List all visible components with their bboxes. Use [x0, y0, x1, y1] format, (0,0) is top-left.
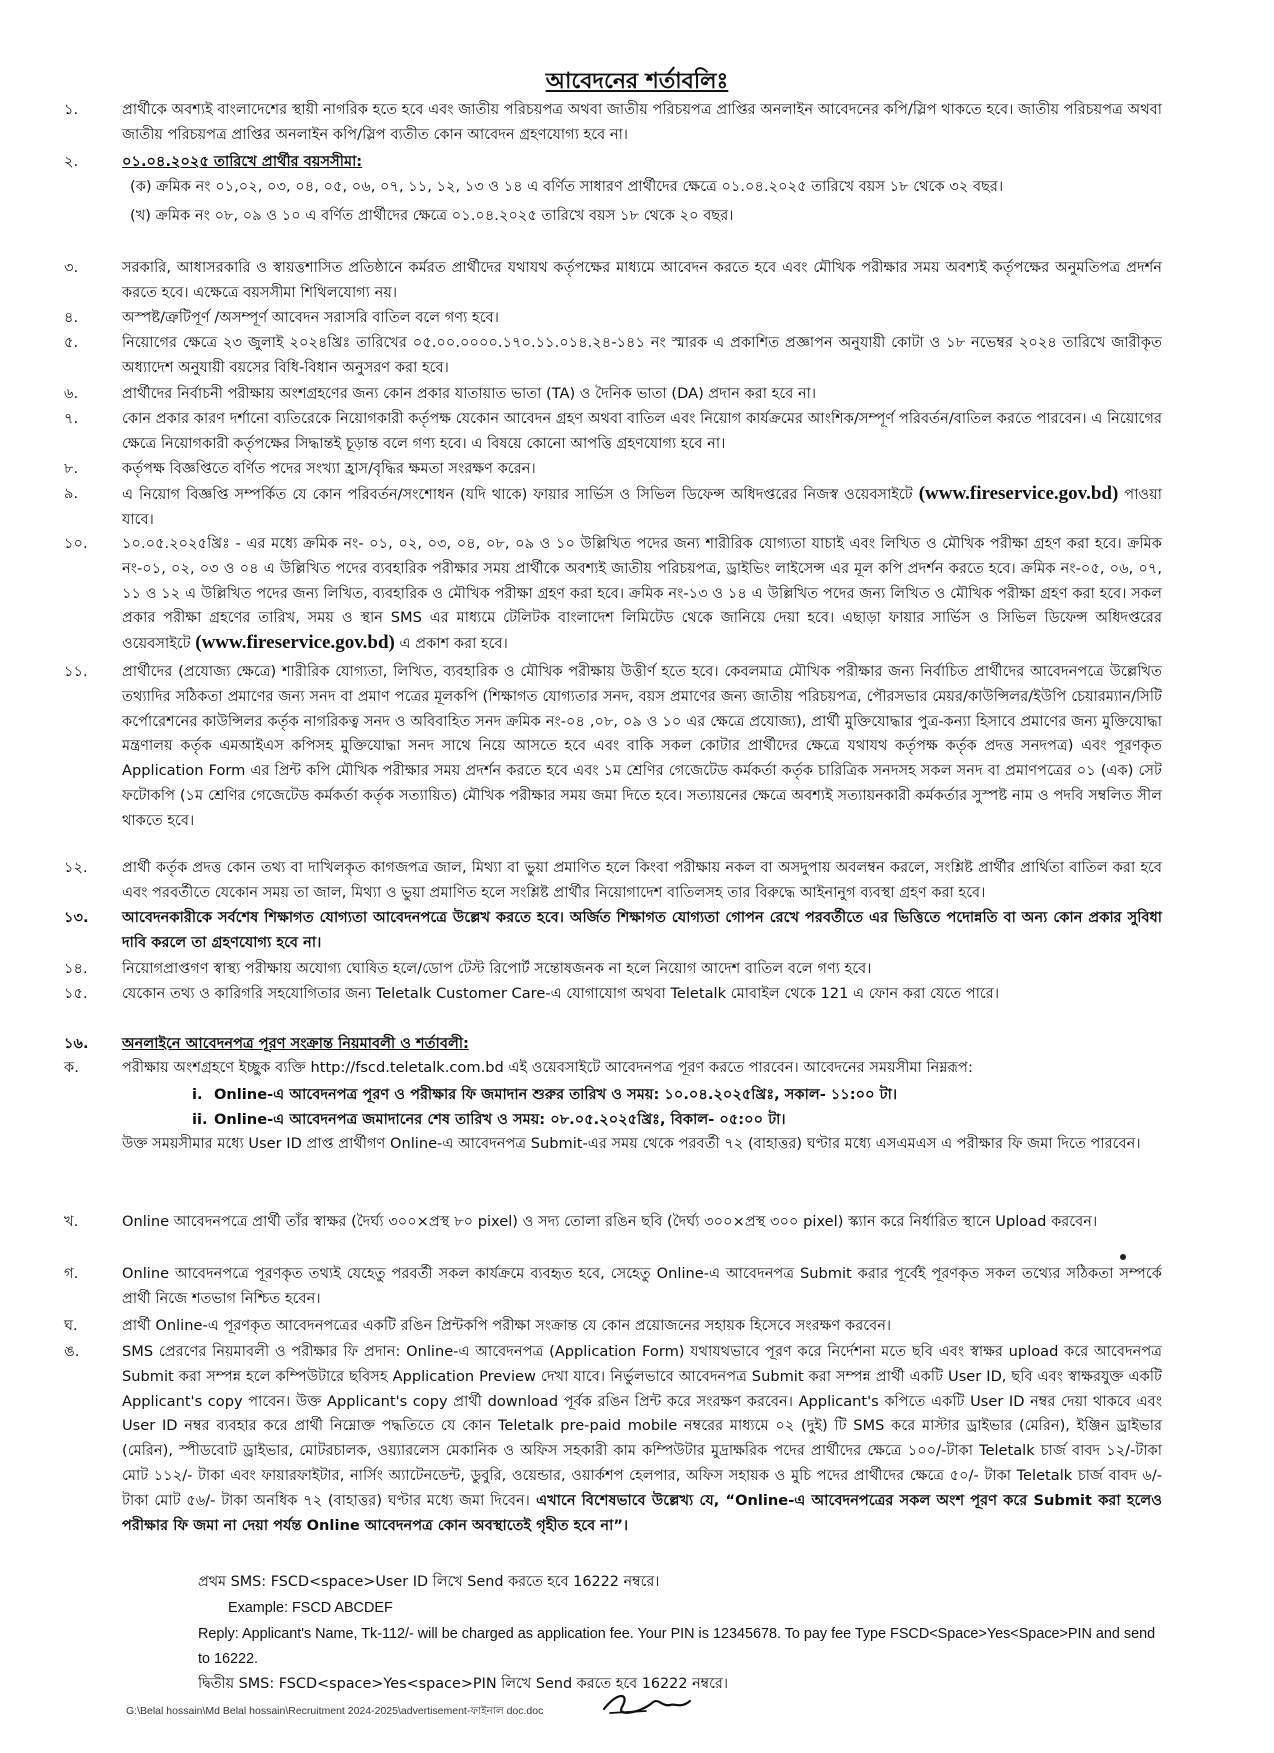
- condition-3: [64, 256, 1162, 306]
- website-link[interactable]: (www.fireservice.gov.bd): [918, 483, 1119, 504]
- condition-text: নিয়োগপ্রাপ্তগণ স্বাস্থ্য পরীক্ষায় অযোগ্য ঘোষিত হলে/ডোপ টেস্ট রিপোর্ট সন্তোষজনক না হলে নিয়োগ আদেশ বাতিল বলে গণ্য হবে।: [122, 960, 872, 977]
- condition-number: ১.: [64, 101, 79, 118]
- condition-text: সরকারি, আধাসরকারি ও স্বায়ত্তশাসিত প্রতিষ্ঠানে কর্মরত প্রার্থীদের যথাযথ কর্তৃপক্ষের মাধ্যমে আবেদন করতে হবে এবং মৌখিক পরীক্ষার সময় অবশ্যই কর্তৃপক্ষের অনুমতিপত্র প্রদর্শন করতে হবে। এক্ষেত্রে বয়সসীমা শিথিলযোগ্য নয়।: [122, 259, 1162, 301]
- rule-number: খ.: [64, 1213, 79, 1230]
- online-rule-uma: [64, 1340, 1162, 1538]
- sms-reply: Reply: Applicant's Name, Tk-112/- will be charged as application fee. Your PIN is 12345678. To pay fee Type FSCD<Space>Yes<Space>PIN and send to 16222.: [198, 1626, 1156, 1667]
- condition-text: [122, 532, 1162, 657]
- document-title: আবেদনের শর্তাবলিঃ: [545, 69, 729, 94]
- sms-first: প্রথম SMS: FSCD<space>User ID লিখে Send করতে হবে 16222 নম্বরে।: [198, 1574, 660, 1590]
- condition-number: ১৬.: [64, 1035, 89, 1052]
- age-limit-b: (খ) ক্রমিক নং ০৮, ০৯ ও ১০ এ বর্ণিত প্রার্থীদের ক্ষেত্রে ০১.০৪.২০২৫ তারিখে বয়স ১৮ থেকে ২০ বছর।: [130, 206, 734, 224]
- rule-number: গ.: [64, 1265, 79, 1282]
- schedule-number: i.: [192, 1085, 203, 1103]
- condition-number: ৬.: [64, 385, 79, 402]
- rule-number: ক.: [64, 1059, 79, 1076]
- condition-text: প্রার্থীদের (প্রযোজ্য ক্ষেত্রে) শারীরিক যোগ্যতা, লিখিত, ব্যবহারিক ও মৌখিক পরীক্ষায় উত্তীর্ণ হতে হবে। কেবলমাত্র মৌখিক পরীক্ষার জন্য নির্বাচিত প্রার্থীদের আবেদনপত্রে উল্লেখিত তথ্যাদির সঠিকতা প্রমাণের জন্য সনদ বা প্রমাণ পত্রের মূলকপি (শিক্ষাগত যোগ্যতার সনদ, বয়স প্রমাণের জন্য জাতীয় পরিচয়পত্র, পৌরসভার মেয়র/কাউন্সিলর/ইউপি চেয়ারম্যান/সিটি কর্পোরেশনের কাউন্সিলর কর্তৃক নাগরিকত্ব সনদ ও অবিবাহিত সনদ ক্রমিক নং-০৪ ,০৮, ০৯ ও ১০ এর ক্ষেত্রে প্রযোজ্য), প্রার্থী মুক্তিযোদ্ধার পুত্র-কন্যা হিসাবে প্রমাণের জন্য মুক্তিযোদ্ধা মন্ত্রণালয় কর্তৃক এমআইএস কপিসহ মুক্তিযোদ্ধা সনদ সাথে নিয়ে আসতে হবে এবং বাকি সকল কোটার প্রার্থীদের ক্ষেত্রে যথাযথ কর্তৃপক্ষ কর্তৃক প্রদত্ত সনদপত্র) এবং পূরণকৃত Application Form এর প্রিন্ট কপি মৌখিক পরীক্ষার সময় প্রদর্শন করতে হবে এবং ১ম শ্রেণির গেজেটেড কর্মকর্তা কর্তৃক চারিত্রিক সনদসহ সকল সনদ বা প্রমাণপত্রের ০১ (এক) সেট ফটোকপি (১ম শ্রেণির গেজেটেড কর্মকর্তা কর্তৃক সত্যায়িত) মৌখিক পরীক্ষার সময় জমা দিতে হবে। সত্যায়নের ক্ষেত্রে অবশ্যই সত্যায়নকারী কর্মকর্তার সুস্পষ্ট নাম ও পদবি সম্বলিত সীল থাকতে হবে।: [122, 663, 1162, 829]
- condition-text-main: ১০.০৫.২০২৫খ্রিঃ - এর মধ্যে ক্রমিক নং- ০১, ০২, ০৩, ০৪, ০৮, ০৯ ও ১০ উল্লিখিত পদের জন্য শারীরিক যোগ্যতা যাচাই এবং লিখিত ও মৌখিক পরীক্ষা গ্রহণ করা হবে। ক্রমিক নং-০১, ০২, ০৩ ও ০৪ এ উল্লিখিত পদের ব্যবহারিক পরীক্ষার সময় প্রার্থীকে অবশ্যই জাতীয় পরিচয়পত্র, ড্রাইভিং লাইসেন্স এর মূল কপি প্রদর্শন করতে হবে। ক্রমিক নং-০৫, ০৬, ০৭, ১১ ও ১২ এ উল্লিখিত পদের জন্য লিখিত, ব্যবহারিক ও মৌখিক পরীক্ষা গ্রহণ করা হবে। ক্রমিক নং-১৩ ও ১৪ এ উল্লিখিত পদের জন্য লিখিত ও মৌখিক পরীক্ষা গ্রহণ করা হবে। সকল প্রকার পরীক্ষা গ্রহণের তারিখ, সময় ও স্থান SMS এর মাধ্যমে টেলিটক বাংলাদেশ লিমিটেড থেকে জানিয়ে দেয়া হবে। এছাড়া ফায়ার সার্ভিস ও সিভিল ডিফেন্স অধিদপ্তরের ওয়েবসাইটে: [122, 535, 1162, 653]
- condition-text-main: এ নিয়োগ বিজ্ঞপ্তি সম্পর্কিত যে কোন পরিবর্তন/সংশোধন (যদি থাকে) ফায়ার সার্ভিস ও সিভিল ডিফেন্স অধিদপ্তরের নিজস্ব ওয়েবসাইটে: [122, 486, 913, 503]
- online-rule-kha: [64, 1210, 1162, 1235]
- signature-image: [600, 1685, 695, 1725]
- condition-number: ৭.: [64, 410, 79, 427]
- condition-text: প্রার্থীকে অবশ্যই বাংলাদেশের স্থায়ী নাগরিক হতে হবে এবং জাতীয় পরিচয়পত্র অথবা জাতীয় পরিচয়পত্র প্রাপ্তির অনলাইন আবেদনের কপি/স্লিপ থাকতে হবে। জাতীয় পরিচয়পত্র অথবা জাতীয় পরিচয়পত্র প্রাপ্তির অনলাইন কপি/স্লিপ ব্যতীত কোন আবেদন গ্রহণযোগ্য হবে না।: [122, 101, 1162, 143]
- schedule-start: [122, 1083, 1162, 1108]
- rule-number: ঙ.: [64, 1343, 80, 1360]
- condition-text: কোন প্রকার কারণ দর্শানো ব্যতিরেকে নিয়োগকারী কর্তৃপক্ষ যেকোন আবেদন গ্রহণ অথবা বাতিল এবং নিয়োগ কার্যক্রমের আংশিক/সম্পূর্ণ পরিবর্তন/বাতিল করতে পারবেন। এ নিয়োগের ক্ষেত্রে নিয়োগকারী কর্তৃপক্ষের সিদ্ধান্তই চূড়ান্ত বলে গণ্য হবে। এ বিষয়ে কোনো আপত্তি গ্রহণযোগ্য হবে না।: [122, 410, 1162, 452]
- condition-number: ১৩.: [64, 909, 89, 926]
- file-path-footer: G:\Belal hossain\Md Belal hossain\Recruitment 2024-2025\advertisement-ফাইনাল doc.doc: [126, 1705, 544, 1717]
- condition-1: [64, 98, 1162, 148]
- condition-16: [64, 1032, 1162, 1057]
- condition-15: [64, 982, 1162, 1007]
- condition-14: [64, 957, 1162, 982]
- condition-13: [64, 906, 1162, 956]
- condition-text: কর্তৃপক্ষ বিজ্ঞপ্তিতে বর্ণিত পদের সংখ্যা হ্রাস/বৃদ্ধির ক্ষমতা সংরক্ষণ করেন।: [122, 460, 536, 477]
- condition-heading: ০১.০৪.২০২৫ তারিখে প্রার্থীর বয়সসীমা:: [122, 153, 363, 170]
- online-rule-gha: [64, 1314, 1162, 1339]
- condition-9: [64, 482, 1162, 533]
- condition-number: ১০.: [64, 535, 88, 552]
- rule-text: Online আবেদনপত্রে প্রার্থী তাঁর স্বাক্ষর (দৈর্ঘ্য ৩০০×প্রস্থ ৮০ pixel) ও সদ্য তোলা রঙিন ছবি (দৈর্ঘ্য ৩০০×প্রস্থ ৩০০ pixel) স্ক্যান করে নির্ধারিত স্থানে Upload করবেন।: [122, 1213, 1098, 1230]
- condition-5: [64, 331, 1162, 381]
- condition-number: ৮.: [64, 460, 79, 477]
- condition-text: আবেদনকারীকে সর্বশেষ শিক্ষাগত যোগ্যতা আবেদনপত্রে উল্লেখ করতে হবে। অর্জিত শিক্ষাগত যোগ্যতা গোপন রেখে পরবর্তীতে এর ভিত্তিতে পদোন্নতি বা অন্য কোন প্রকার সুবিধা দাবি করলে তা গ্রহণযোগ্য হবে না।: [122, 909, 1162, 951]
- sms-example: Example: FSCD ABCDEF: [228, 1600, 393, 1616]
- condition-text: অস্পষ্ট/ত্রুটিপূর্ণ /অসম্পূর্ণ আবেদন সরাসরি বাতিল বলে গণ্য হবে।: [122, 309, 499, 326]
- rule-text: Online আবেদনপত্রে পূরণকৃত তথ্যই যেহেতু পরবর্তী সকল কার্যক্রমে ব্যবহৃত হবে, সেহেতু Online-এ আবেদনপত্র Submit করার পূর্বেই পূরণকৃত সকল তথ্যের সঠিকতা সম্পর্কে প্রার্থী নিজে শতভাগ নিশ্চিত হবেন।: [122, 1265, 1162, 1307]
- rule-number: ঘ.: [64, 1317, 78, 1334]
- condition-text-tail: পাওয়া যাবে।: [122, 486, 1162, 528]
- schedule-text: Online-এ আবেদনপত্র পূরণ ও পরীক্ষার ফি জমাদান শুরুর তারিখ ও সময়: ১০.০৪.২০২৫খ্রিঃ, সকাল- ১১:০০ টা।: [214, 1085, 898, 1103]
- condition-number: ৪.: [64, 309, 79, 326]
- condition-number: ১২.: [64, 859, 88, 876]
- condition-12: [64, 856, 1162, 906]
- rule-text: পরীক্ষায় অংশগ্রহণে ইচ্ছুক ব্যক্তি http://fscd.teletalk.com.bd এই ওয়েবসাইটে আবেদনপত্র পূরণ করতে পারবেন। আবেদনের সময়সীমা নিম্নরূপ:: [122, 1059, 973, 1076]
- condition-text: প্রার্থীদের নির্বাচনী পরীক্ষায় অংশগ্রহণের জন্য কোন প্রকার যাতায়াত ভাতা (TA) ও দৈনিক ভাতা (DA) প্রদান করা হবে না।: [122, 385, 817, 402]
- rule-text: প্রার্থী Online-এ পূরণকৃত আবেদনপত্রের একটি রঙিন প্রিন্টকপি পরীক্ষা সংক্রান্ত যে কোন প্রয়োজনের সহায়ক হিসেবে সংরক্ষণ করবেন।: [122, 1317, 892, 1334]
- condition-4: [64, 306, 1162, 331]
- sms-second: দ্বিতীয় SMS: FSCD<space>Yes<space>PIN লিখে Send করতে হবে 16222 নম্বরে।: [198, 1676, 728, 1692]
- schedule-end: [122, 1108, 1162, 1133]
- condition-number: ৩.: [64, 259, 79, 276]
- online-rule-ka: [64, 1056, 1162, 1157]
- condition-8: [64, 457, 1162, 482]
- age-limit-a: (ক) ক্রমিক নং ০১,০২, ০৩, ০৪, ০৫, ০৬, ০৭, ১১, ১২, ১৩ ও ১৪ এ বর্ণিত সাধারণ প্রার্থীদের ক্ষেত্রে ০১.০৪.২০২৫ তারিখে বয়স ১৮ থেকে ৩২ বছর।: [130, 177, 1004, 195]
- condition-number: ২.: [64, 153, 79, 170]
- condition-number: ৯.: [64, 485, 79, 502]
- condition-text: [122, 482, 1162, 533]
- condition-number: ১৫.: [64, 985, 88, 1002]
- condition-text: যেকোন তথ্য ও কারিগরি সহযোগিতার জন্য Teletalk Customer Care-এ যোগাযোগ অথবা Teletalk মোবাইল থেকে 121 এ ফোন করা যেতে পারে।: [122, 985, 1000, 1002]
- condition-7: [64, 407, 1162, 457]
- condition-number: ১৪.: [64, 960, 88, 977]
- condition-number: ১১.: [64, 663, 88, 680]
- schedule-text: Online-এ আবেদনপত্র জমাদানের শেষ তারিখ ও সময়: ০৮.০৫.২০২৫খ্রিঃ, বিকাল- ০৫:০০ টা।: [214, 1110, 786, 1128]
- online-rule-ga: [64, 1262, 1162, 1312]
- schedule-number: ii.: [192, 1110, 208, 1128]
- condition-10: [64, 532, 1162, 657]
- condition-heading: অনলাইনে আবেদনপত্র পূরণ সংক্রান্ত নিয়মাবলী ও শর্তাবলী:: [122, 1035, 469, 1052]
- condition-number: ৫.: [64, 334, 79, 351]
- website-link[interactable]: (www.fireservice.gov.bd): [195, 632, 395, 654]
- rule-text-tail: উক্ত সময়সীমার মধ্যে User ID প্রাপ্ত প্রার্থীগণ Online-এ আবেদনপত্র Submit-এর সময় থেকে পরবর্তী ৭২ (বাহাত্তর) ঘণ্টার মধ্যে এসএমএস এ পরীক্ষার ফি জমা দিতে পারবেন।: [122, 1135, 1141, 1153]
- ink-speck: [1120, 1254, 1126, 1260]
- condition-text-tail: এ প্রকাশ করা হবে।: [394, 635, 508, 653]
- condition-text: প্রার্থী কর্তৃক প্রদত্ত কোন তথ্য বা দাখিলকৃত কাগজপত্র জাল, মিথ্যা বা ভুয়া প্রমাণিত হলে কিংবা পরীক্ষায় নকল বা অসদুপায় অবলম্বন করলে, সংশ্লিষ্ট প্রার্থীর প্রার্থিতা বাতিল করা হবে এবং পরবর্তীতে যেকোন সময় তা জাল, মিথ্যা ও ভুয়া প্রমাণিত হলে সংশ্লিষ্ট প্রার্থীর নিয়োগাদেশ বাতিলসহ তার বিরুদ্ধে আইনানুগ ব্যবস্থা গ্রহণ করা হবে।: [122, 859, 1162, 901]
- rule-text: [122, 1340, 1162, 1538]
- rule-text-main: SMS প্রেরণের নিয়মাবলী ও পরীক্ষার ফি প্রদান: Online-এ আবেদনপত্র (Application Form) যথাযথভাবে পূরণ করে নির্দেশনা মতে ছবি এবং স্বাক্ষর upload করে আবেদনপত্র Submit করা সম্পন্ন হলে কম্পিউটারে ছবিসহ Application Preview দেখা যাবে। নির্ভুলভাবে আবেদনপত্র Submit করা সম্পন্ন প্রার্থী একটি User ID, ছবি এবং স্বাক্ষরযুক্ত একটি Applicant's copy পাবেন। উক্ত Applicant's copy প্রার্থী download পূর্বক রঙিন প্রিন্ট করে সংরক্ষণ করবেন। Applicant's কপিতে একটি User ID নম্বর দেয়া থাকবে এবং User ID নম্বর ব্যবহার করে প্রার্থী নিম্নোক্ত পদ্ধতিতে যে কোন Teletalk pre-paid mobile নম্বরের মাধ্যমে ০২ (দুই) টি SMS করে মাস্টার ড্রাইভার (মেরিন), ইঞ্জিন ড্রাইভার (মেরিন), স্পীডবোট ড্রাইভার, মোটরচালক, ওয়্যারলেস মেকানিক ও অফিস সহকারী কাম কম্পিউটার মুদ্রাক্ষরিক পদের প্রার্থীদের ক্ষেত্রে ১০০/-টাকা Teletalk চার্জ বাবদ ১২/-টাকা মোট ১১২/- টাকা এবং ফায়ারফাইটার, নার্সিং অ্যাটেনডেন্ট, ডুবুরি, ওয়েন্ডার, ওয়ার্কশপ হেলপার, অফিস সহায়ক ও মুচি পদের প্রার্থীদের ক্ষেত্রে ৫০/- টাকা Teletalk চার্জ বাবদ ৬/- টাকা মোট ৫৬/- টাকা অনধিক ৭২ (বাহাত্তর) ঘণ্টার মধ্যে জমা দিবেন।: [122, 1343, 1162, 1509]
- condition-text: নিয়োগের ক্ষেত্রে ২৩ জুলাই ২০২৪খ্রিঃ তারিখের ০৫.০০.০০০০.১৭০.১১.০১৪.২৪-১৪১ নং স্মারক এ প্রকাশিত প্রজ্ঞাপন অনুযায়ী কোটা ও ১৮ নভেম্বর ২০২৪ তারিখে জারীকৃত অধ্যাদেশ অনুযায়ী বয়সের বিধি-বিধান অনুসরণ করা হবে।: [122, 334, 1162, 376]
- condition-2: [64, 150, 1162, 228]
- condition-11: [64, 660, 1162, 834]
- rule-text-emphasis: এখানে বিশেষভাবে উল্লেখ্য যে, “Online-এ আবেদনপত্রের সকল অংশ পূরণ করে Submit করা হলেও পরীক্ষার ফি জমা না দেয়া পর্যন্ত Online আবেদনপত্র কোন অবস্থাতেই গৃহীত হবে না”।: [122, 1491, 1162, 1534]
- condition-6: [64, 382, 1162, 407]
